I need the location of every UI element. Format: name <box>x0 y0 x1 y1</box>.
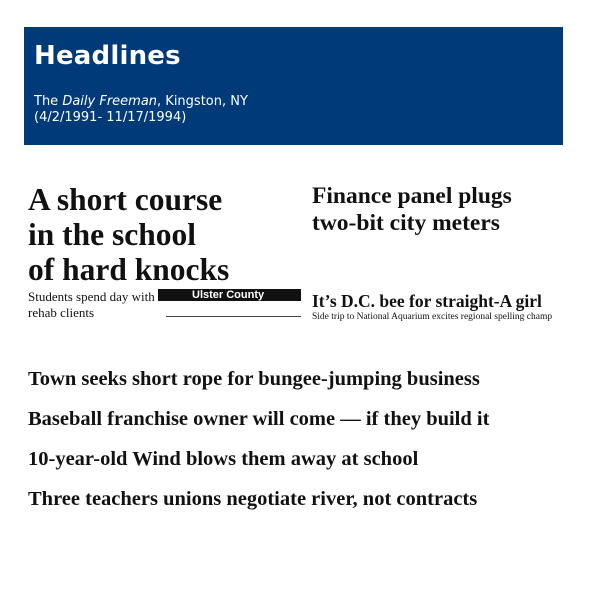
divider <box>166 316 301 317</box>
page-title: Headlines <box>34 41 181 71</box>
headline-item: 10-year-old Wind blows them away at school <box>28 448 419 470</box>
clipping-headline-line: A short course <box>28 182 223 217</box>
headline-item: Baseball franchise owner will come — if they build it <box>28 408 490 430</box>
clipping-dek: Students spend day with rehab clients <box>28 289 155 320</box>
clipping-subhead <box>28 289 273 323</box>
clipping-headline-line: in the school <box>28 217 197 252</box>
headline-item: Three teachers unions negotiate river, not contracts <box>28 488 478 510</box>
clipping-short-course <box>28 182 273 323</box>
headline-item: Town seeks short rope for bungee-jumping business <box>28 368 480 390</box>
clipping-headline-line: two-bit city meters <box>312 210 500 236</box>
date-range: (4/2/1991- 11/17/1994) <box>34 110 187 125</box>
source-prefix: The <box>34 94 63 109</box>
headline-list <box>28 359 489 519</box>
clipping-finance-panel <box>312 183 512 237</box>
header-banner <box>24 27 563 145</box>
clipping-headline: It’s D.C. bee for straight-A girl <box>312 291 542 311</box>
clipping-headline-line: of hard knocks <box>28 252 230 287</box>
publication-name: Daily Freeman <box>62 94 158 109</box>
section-label: Ulster County <box>158 289 301 301</box>
clipping-spelling-bee <box>312 290 552 323</box>
clipping-dek: Side trip to National Aquarium excites regional spelling champ <box>312 312 553 322</box>
source-location: , Kingston, NY <box>157 94 248 109</box>
clipping-headline-line: Finance panel plugs <box>312 183 512 209</box>
source-line <box>34 94 553 110</box>
